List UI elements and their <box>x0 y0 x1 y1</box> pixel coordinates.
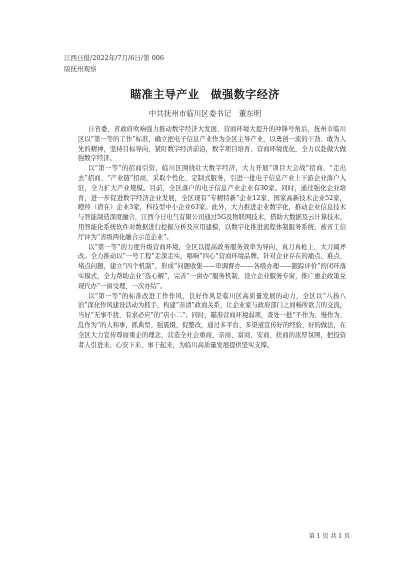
source-line-2: 版抚州观察 <box>64 64 97 73</box>
paragraph: 以“第一等”的力度升级营商环境，全区以提高政务服务效率为导向，真刀真枪上、大刀阔斧改。全力推动以“一号工程”走深走实，唱响“四心”营商环境品牌。针对企业存在的痛点、难点、堵点问题，建立“四个机制”，形成“问题收集——审调督办——各级办理——跟踪评价”的闭环落实模式，全力帮助企业“选心解”，完善“一窗办”服务机制，设立企业服务专窗，推广惠企政策兑现代办“一窗受理、一次办结”。 <box>78 243 346 290</box>
article-author: 中共抚州市临川区委书记 董东明 <box>148 109 262 118</box>
paragraph: 自省委、省政府吹响强力推动数字经济大发展、营商环境大提升的冲锋号角后，抚州市临川区以“第一等的工作”标准，确立把电子信息产业作为全区主导产业，以勇创一流的干劲、敢为人先的精神，坚持目标导向，紧盯数字经济前沿，数字项目培育、营商环境优化，全力以赴做大做强数字经济。 <box>78 126 346 163</box>
source-line-1: 江西日报/2022年/7月/6日/第 006 <box>64 54 165 62</box>
page-number: 第 1 页 共 1 页 <box>308 533 350 540</box>
article-body <box>78 125 346 350</box>
paragraph: 以“第一等”的招商引资，临川区围绕壮大数字经济，大力开展“项目大会战”招商、“走出去”招商、“产业链”招商，采取个性化、定制式服务，引进一批电子信息产业上下游企业落户入驻，全力扩大产业规模。目前，全区落户的电子信息产业企业有30家。同时，通过强化企业培育，进一步促进数字经济企业发展，全区现有“专精特新”企业12家、国家高新技术企业52家，瞪羚（潜在）企业3家，科技型中小企业63家。此外，大力推进企业数字化，推动企业信息技术与智能制造深度融合，江西今日电气有限公司通过5G及物联网技术，借助大数据及云计算技术，用智能化系统软件对数据进行挖掘分析及应用建模，以数字化推进流程体制服务系统，被省工信厅评为“省级两化融合示范企业”。 <box>78 165 346 241</box>
paragraph: 以“第一等”的标准改进工作作风，良好作风是临川区高质量发展的动力，全区以“八扬八治”深化作风建设活动为抓手，构建“亲清”政商关系，让企业家与政府部门之间畅所欲言的交流，当好“无事不扰、有求必应”的“店小二”；同时，瞄准营商环境弱项，查处一批“不作为、慢作为、乱作为”的人和事，抓典型、强震慑、促整改，通过多平台、多渠道宣传好的经验、好的做法，在全区大力宣传尊商重企的理念，营造全社会重商、亲商、富商、安商、扶商的浓厚氛围，把投资者人引进来、心安下来、事干起来，为临川高质量发展提供坚实支撑。 <box>78 292 346 349</box>
article-title: 瞄准主导产业 做强数字经济 <box>130 88 280 101</box>
source-header <box>64 53 164 74</box>
